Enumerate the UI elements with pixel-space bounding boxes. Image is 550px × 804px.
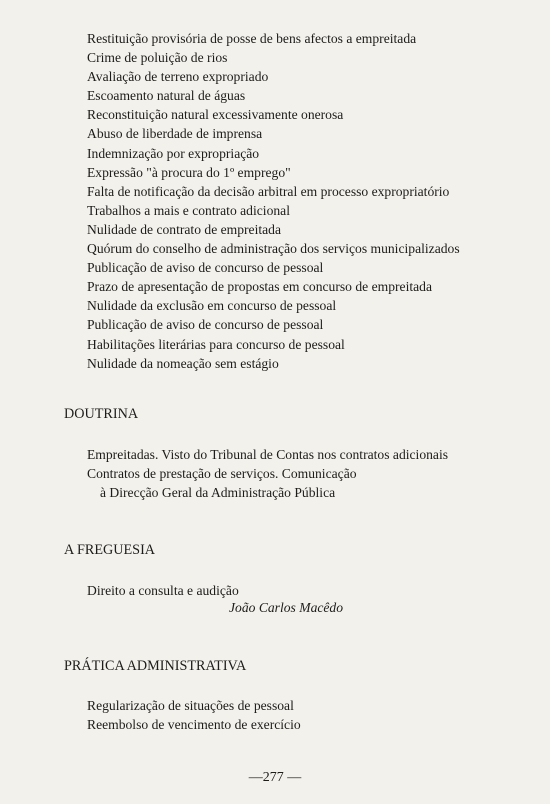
index-item: Quórum do conselho de administração dos serviços municipalizados xyxy=(87,241,460,257)
index-item: Avaliação de terreno expropriado xyxy=(87,69,269,85)
index-item: Habilitações literárias para concurso de pessoal xyxy=(87,336,345,352)
pratica-item: Reembolso de vencimento de exercício xyxy=(87,717,301,733)
index-item: Reconstituição natural excessivamente onerosa xyxy=(87,107,344,123)
pratica-list xyxy=(87,696,527,734)
index-item: Restituição provisória de posse de bens afectos a empreitada xyxy=(87,31,417,46)
page-number: —277 — xyxy=(248,770,302,785)
index-item: Escoamento natural de águas xyxy=(87,88,246,104)
freguesia-list xyxy=(87,581,527,600)
index-item: Nulidade de contrato de empreitada xyxy=(87,221,282,237)
freguesia-item: Direito a consulta e audição xyxy=(87,583,239,598)
index-item: Abuso de liberdade de imprensa xyxy=(87,126,263,142)
index-item: Nulidade da exclusão em concurso de pessoal xyxy=(87,298,337,314)
freguesia-heading: A FREGUESIA xyxy=(64,542,156,558)
index-item: Publicação de aviso de concurso de pessoal xyxy=(87,260,324,276)
pratica-item: Regularização de situações de pessoal xyxy=(87,698,294,713)
index-item: Prazo de apresentação de propostas em concurso de empreitada xyxy=(87,279,432,295)
doutrina-item: Contratos de prestação de serviços. Comunicação xyxy=(87,466,357,482)
index-item: Falta de notificação da decisão arbitral em processo expropriatório xyxy=(87,183,450,199)
index-item: Crime de poluição de rios xyxy=(87,50,228,66)
author-name: João Carlos Macêdo xyxy=(229,600,344,615)
index-item: Nulidade da nomeação sem estágio xyxy=(87,355,279,371)
index-list xyxy=(87,29,537,373)
doutrina-heading: DOUTRINA xyxy=(64,406,139,422)
index-item: Indemnização por expropriação xyxy=(87,145,260,161)
index-item: Expressão "à procura do 1º emprego" xyxy=(87,164,291,180)
doutrina-item-continuation: à Direcção Geral da Administração Pública xyxy=(100,485,336,501)
pratica-heading: PRÁTICA ADMINISTRATIVA xyxy=(64,658,247,674)
index-item: Publicação de aviso de concurso de pessoal xyxy=(87,317,324,333)
index-item: Trabalhos a mais e contrato adicional xyxy=(87,202,290,218)
doutrina-list xyxy=(87,445,527,502)
doutrina-item: Empreitadas. Visto do Tribunal de Contas nos contratos adicionais xyxy=(87,447,449,462)
